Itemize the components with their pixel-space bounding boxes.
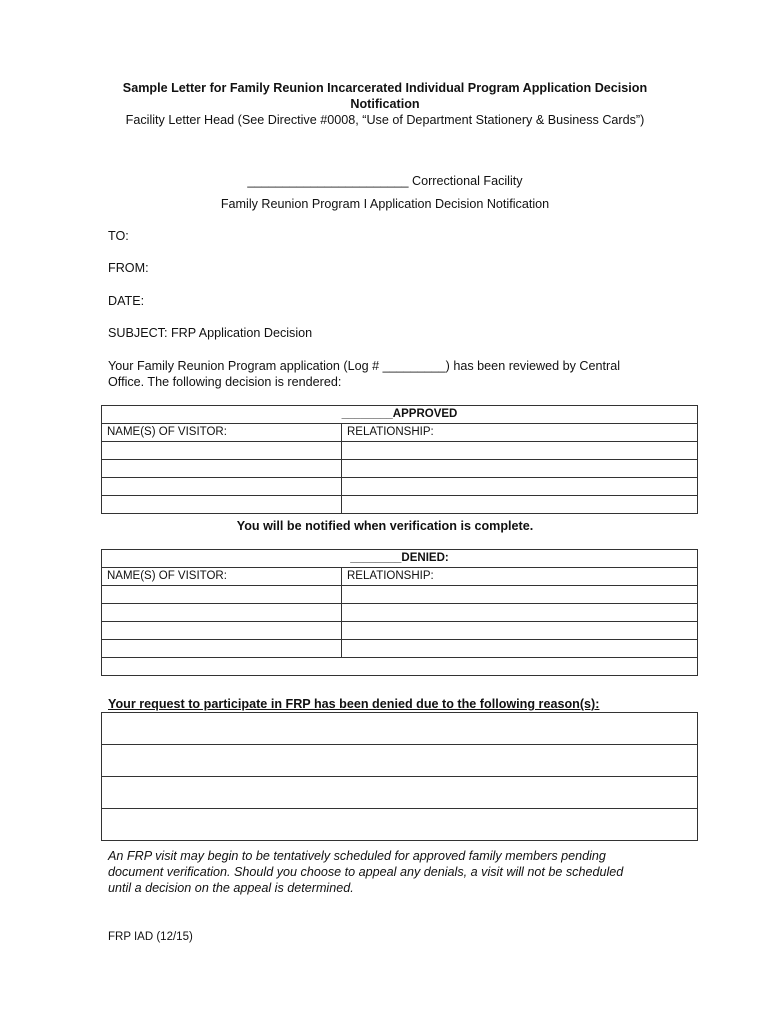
relationship-cell[interactable] (342, 496, 698, 514)
relationship-cell[interactable] (342, 442, 698, 460)
closing-note-line2: document verification. Should you choose to appeal any denials, a visit will not be scheduled (108, 865, 624, 879)
date-label: DATE: (108, 294, 145, 308)
closing-note-line3: until a decision on the appeal is determined. (108, 881, 354, 895)
relationship-cell[interactable] (342, 586, 698, 604)
denied-column-row (102, 568, 698, 586)
program-line: Family Reunion Program I Application Decision Notification (220, 197, 550, 211)
table-row (102, 586, 698, 604)
visitor-name-cell[interactable] (102, 496, 342, 514)
reasons-table (101, 712, 698, 841)
table-row (102, 622, 698, 640)
relationship-cell[interactable] (342, 622, 698, 640)
visitor-name-cell[interactable] (102, 604, 342, 622)
table-row (102, 442, 698, 460)
letter-subtitle: Facility Letter Head (See Directive #0008, “Use of Department Stationery & Business Cards”) (125, 113, 645, 127)
reason-cell[interactable] (102, 745, 698, 777)
denial-heading: Your request to participate in FRP has been denied due to the following reason(s): (108, 697, 600, 711)
table-row (102, 713, 698, 745)
visitor-name-cell[interactable] (102, 442, 342, 460)
to-label: TO: (108, 229, 129, 243)
visitor-name-cell[interactable] (102, 478, 342, 496)
denied-col-name: NAME(S) OF VISITOR: (102, 568, 342, 586)
form-id: FRP IAD (12/15) (108, 931, 193, 943)
approved-header: ________APPROVED (102, 406, 698, 424)
table-row (102, 460, 698, 478)
visitor-name-cell[interactable] (102, 640, 342, 658)
denied-header: ________DENIED: (102, 550, 698, 568)
approved-col-relationship: RELATIONSHIP: (342, 424, 698, 442)
intro-line1: Your Family Reunion Program application (Log # _________) has been reviewed by Central (108, 359, 620, 373)
relationship-cell[interactable] (342, 460, 698, 478)
relationship-cell[interactable] (342, 640, 698, 658)
approved-header-row (102, 406, 698, 424)
table-row (102, 604, 698, 622)
denied-table (101, 549, 698, 676)
table-row (102, 478, 698, 496)
verification-note: You will be notified when verification is complete. (236, 519, 534, 533)
reason-cell[interactable] (102, 809, 698, 841)
approved-col-name: NAME(S) OF VISITOR: (102, 424, 342, 442)
visitor-name-cell[interactable] (102, 586, 342, 604)
relationship-cell[interactable] (342, 478, 698, 496)
closing-note-line1: An FRP visit may begin to be tentatively scheduled for approved family members pending (108, 849, 606, 863)
denied-header-row (102, 550, 698, 568)
table-row (102, 496, 698, 514)
reason-cell[interactable] (102, 713, 698, 745)
from-label: FROM: (108, 261, 149, 275)
reason-cell[interactable] (102, 777, 698, 809)
table-row (102, 777, 698, 809)
visitor-name-cell[interactable] (102, 460, 342, 478)
empty-row-cell[interactable] (102, 658, 698, 676)
intro-line2: Office. The following decision is rendered: (108, 375, 342, 389)
denied-col-relationship: RELATIONSHIP: (342, 568, 698, 586)
visitor-name-cell[interactable] (102, 622, 342, 640)
table-row (102, 640, 698, 658)
facility-line: _______________________ Correctional Facility (247, 174, 523, 188)
letter-title-line1: Sample Letter for Family Reunion Incarcerated Individual Program Application Decision (122, 81, 648, 95)
table-row (102, 658, 698, 676)
approved-table (101, 405, 698, 514)
subject-label: SUBJECT: FRP Application Decision (108, 326, 313, 340)
relationship-cell[interactable] (342, 604, 698, 622)
table-row (102, 809, 698, 841)
approved-column-row (102, 424, 698, 442)
letter-title-line2: Notification (350, 97, 420, 111)
table-row (102, 745, 698, 777)
